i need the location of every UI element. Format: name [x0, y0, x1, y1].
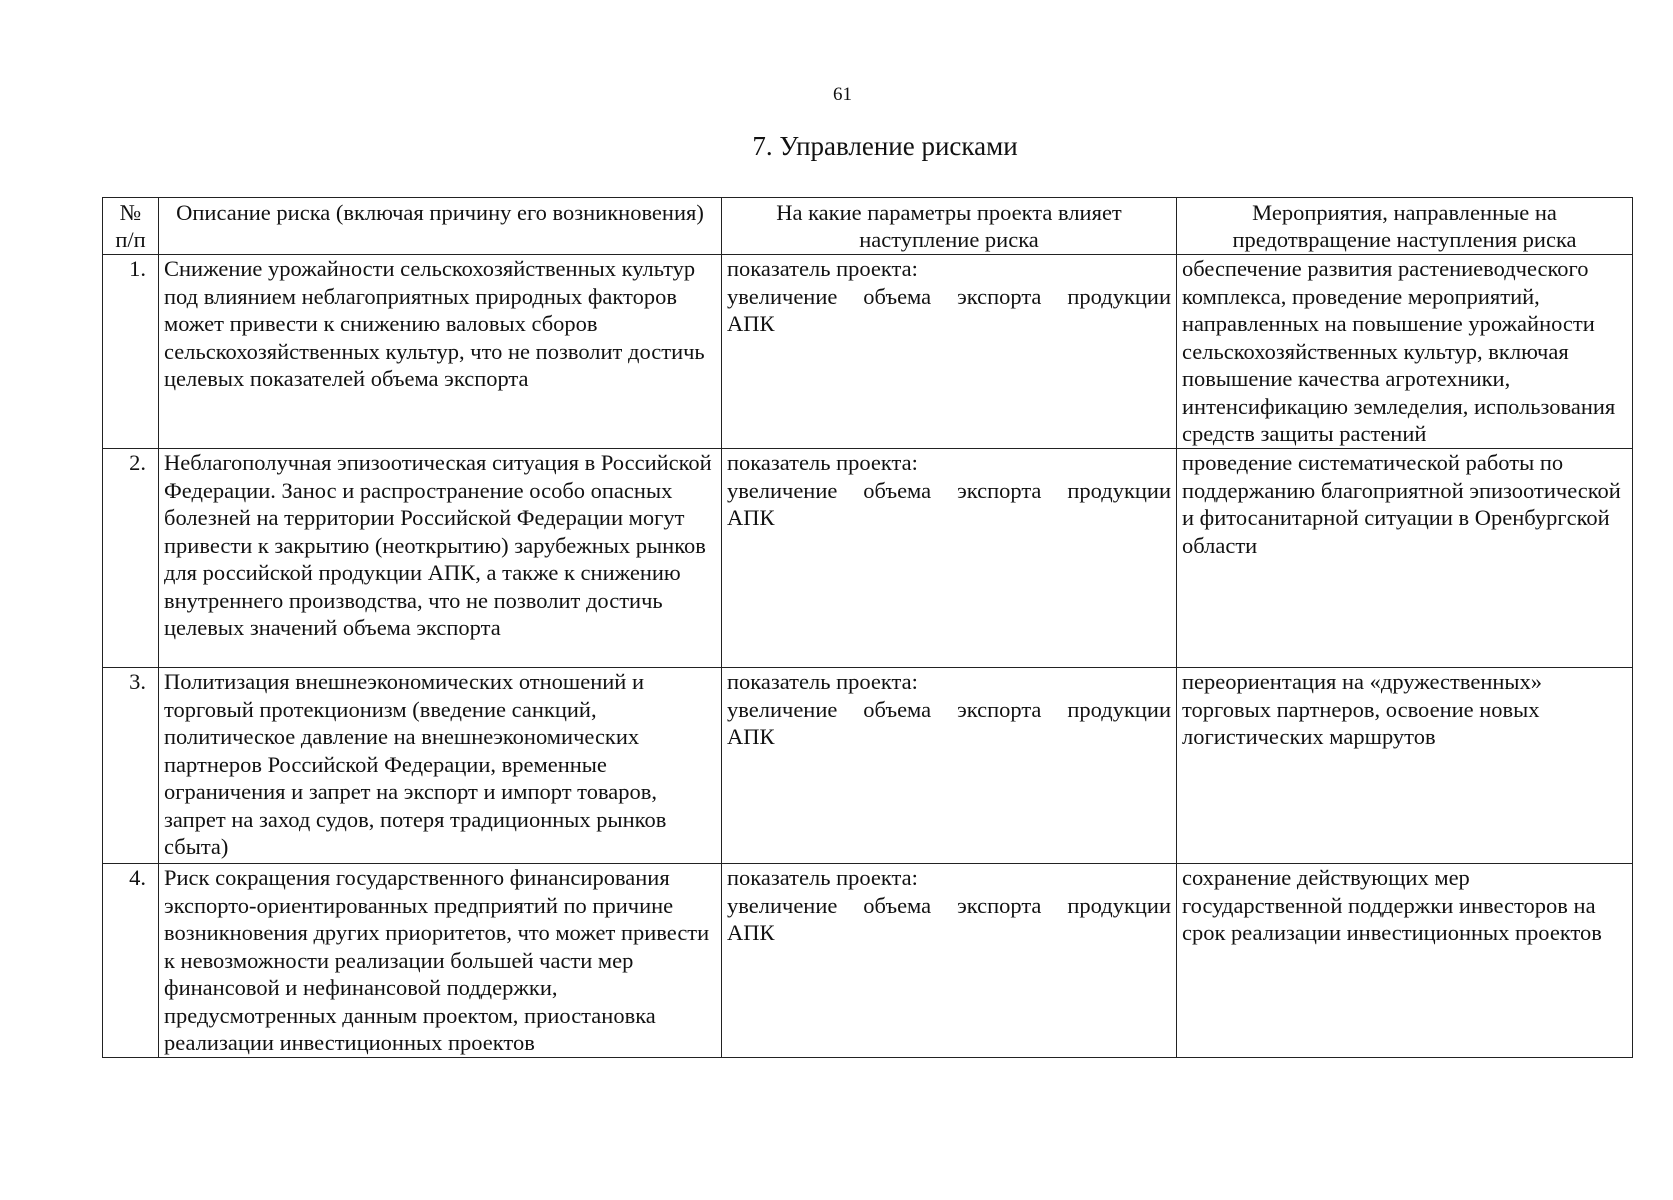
risk-description: Политизация внешнеэкономических отношений и торговый протекционизм (введение санкций, политическое давление на внешнеэкономических партнеров Российской Федерации, временные ограничения и запрет на экспорт и импорт товаров, запрет на заход судов, потеря традиционных рынков сбыта): [159, 668, 722, 864]
prevention-measures: проведение систематической работы по поддержанию благоприятной эпизоотической и фитосанитарной ситуации в Оренбургской области: [1177, 449, 1633, 668]
section-title: 7. Управление рисками: [752, 131, 1018, 161]
row-number: 1.: [103, 255, 159, 449]
parameter-value: увеличение объема экспорта продукции: [727, 283, 1171, 309]
prevention-measures: сохранение действующих мер государственной поддержки инвесторов на срок реализации инвестиционных проектов: [1177, 864, 1633, 1058]
table-header-row: [103, 198, 1633, 255]
row-number: 2.: [103, 449, 159, 668]
header-parameters: На какие параметры проекта влияет наступление риска: [722, 198, 1177, 255]
affected-parameter: [722, 864, 1177, 1058]
risk-description: Снижение урожайности сельскохозяйственных культур под влиянием неблагоприятных природных факторов может привести к снижению валовых сборов сельскохозяйственных культур, что не позволит достичь целевых показателей объема экспорта: [159, 255, 722, 449]
table-row: [103, 449, 1633, 668]
header-num: № п/п: [103, 198, 159, 255]
affected-parameter: [722, 668, 1177, 864]
table-row: [103, 255, 1633, 449]
table-row: [103, 864, 1633, 1058]
parameter-value-tail: АПК: [727, 311, 775, 336]
parameter-value-tail: АПК: [727, 920, 775, 945]
prevention-measures: переориентация на «дружественных» торговых партнеров, освоение новых логистических маршрутов: [1177, 668, 1633, 864]
risk-description: Риск сокращения государственного финансирования экспорто-ориентированных предприятий по причине возникновения других приоритетов, что может привести к невозможности реализации большей части мер финансовой и нефинансовой поддержки, предусмотренных данным проектом, приостановка реализации инвестиционных проектов: [159, 864, 722, 1058]
row-number: 4.: [103, 864, 159, 1058]
page-number: 61: [833, 84, 852, 105]
table-row: [103, 668, 1633, 864]
parameter-value: увеличение объема экспорта продукции: [727, 892, 1171, 918]
prevention-measures: обеспечение развития растениеводческого комплекса, проведение мероприятий, направленных на повышение урожайности сельскохозяйственных культур, включая повышение качества агротехники, интенсификацию земледелия, использования средств защиты растений: [1177, 255, 1633, 449]
row-number: 3.: [103, 668, 159, 864]
header-description: Описание риска (включая причину его возникновения): [159, 198, 722, 255]
affected-parameter: [722, 255, 1177, 449]
parameter-value: увеличение объема экспорта продукции: [727, 477, 1171, 503]
parameter-value: увеличение объема экспорта продукции: [727, 696, 1171, 722]
parameter-label: показатель проекта:: [727, 256, 918, 281]
risk-description: Неблагополучная эпизоотическая ситуация в Российской Федерации. Занос и распространение особо опасных болезней на территории Российской Федерации могут привести к закрытию (неоткрытию) зарубежных рынков для российской продукции АПК, а также к снижению внутреннего производства, что не позволит достичь целевых значений объема экспорта: [159, 449, 722, 668]
header-measures: Мероприятия, направленные на предотвращение наступления риска: [1177, 198, 1633, 255]
parameter-label: показатель проекта:: [727, 865, 918, 890]
affected-parameter: [722, 449, 1177, 668]
risk-management-table: [102, 197, 1633, 1058]
parameter-label: показатель проекта:: [727, 450, 918, 475]
parameter-value-tail: АПК: [727, 505, 775, 530]
parameter-value-tail: АПК: [727, 724, 775, 749]
parameter-label: показатель проекта:: [727, 669, 918, 694]
